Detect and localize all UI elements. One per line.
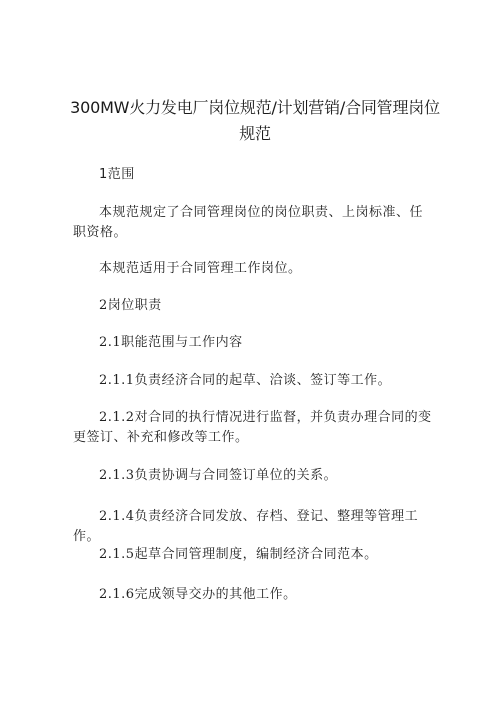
document-title: 300MW火力发电厂岗位规范/计划营销/合同管理岗位规范 [70,98,440,143]
applicability-paragraph: 本规范适用于合同管理工作岗位。 [99,261,302,276]
duty-item-2-1-4: 2.1.4负责经济合同发放、存档、登记、整理等管理工作。 [73,509,419,544]
duty-item-2-1-5: 2.1.5起草合同管理制度，编制经济合同范本。 [99,547,378,562]
duty-item-2-1-1: 2.1.1负责经济合同的起草、洽谈、签订等工作。 [99,373,392,388]
section-scope-heading: 1范围 [99,167,135,182]
scope-paragraph: 本规范规定了合同管理岗位的岗位职责、上岗标准、任职资格。 [73,205,424,240]
subsection-functions-heading: 2.1职能范围与工作内容 [99,335,243,350]
duty-item-2-1-3: 2.1.3负责协调与合同签订单位的关系。 [99,468,338,483]
duty-item-2-1-6: 2.1.6完成领导交办的其他工作。 [99,587,297,602]
section-duties-heading: 2岗位职责 [99,298,162,313]
duty-item-2-1-2: 2.1.2对合同的执行情况进行监督，并负责办理合同的变更签订、补充和修改等工作。 [73,410,432,445]
